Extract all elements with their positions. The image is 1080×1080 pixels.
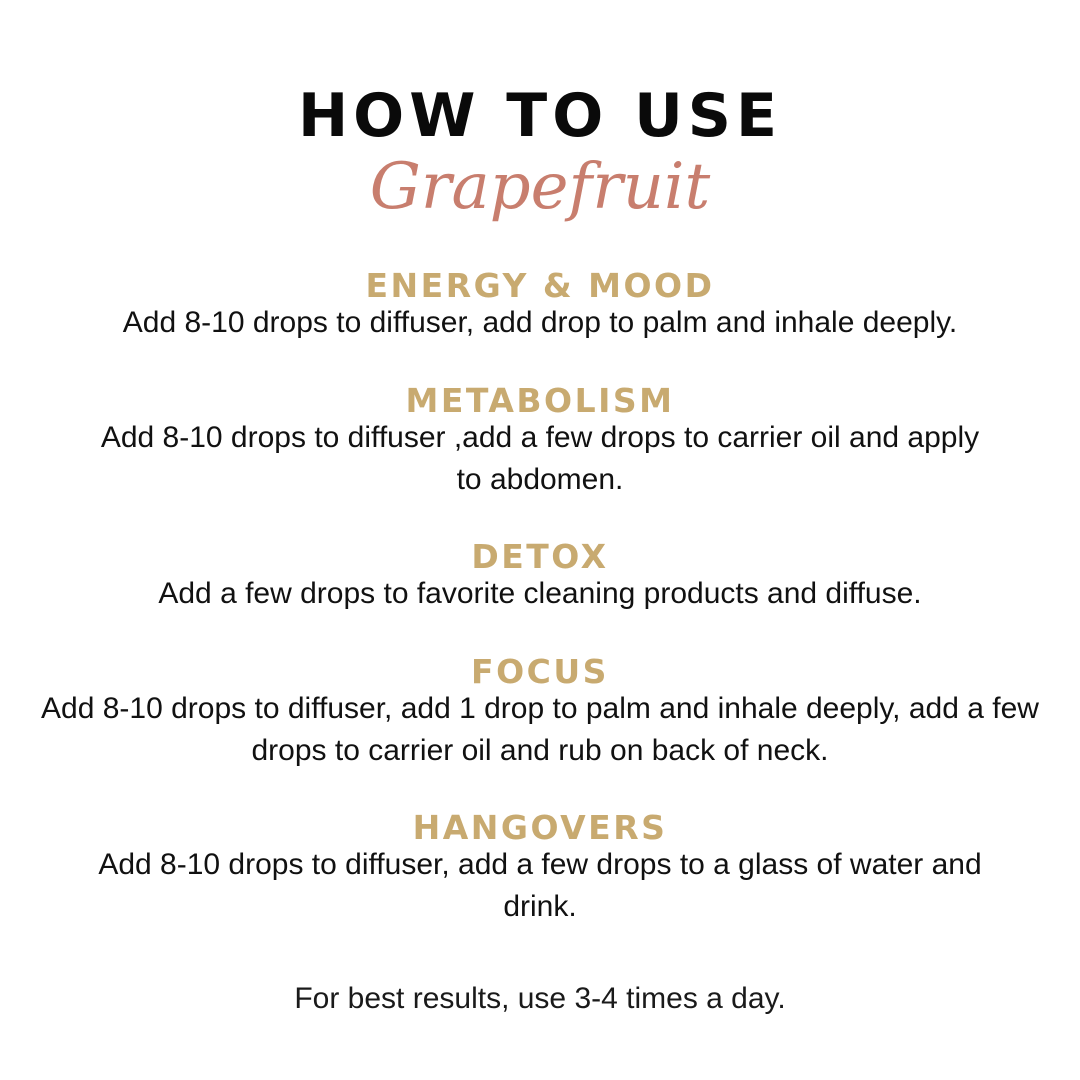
section-heading: HANGOVERS — [412, 808, 668, 847]
section-body: Add 8-10 drops to diffuser, add drop to palm and inhale deeply. — [122, 306, 958, 339]
section-body: Add 8-10 drops to diffuser ,add a few drops to carrier oil and apply to abdomen. — [100, 421, 980, 496]
section-hangovers — [40, 808, 1040, 928]
section-metabolism — [40, 381, 1040, 501]
page-title: HOW TO USE — [297, 81, 783, 151]
section-heading: DETOX — [471, 537, 609, 576]
product-name: Grapefruit — [369, 150, 711, 224]
section-body: Add 8-10 drops to diffuser, add a few drops to a glass of water and drink. — [98, 848, 982, 923]
footer-note: For best results, use 3-4 times a day. — [294, 982, 786, 1015]
section-heading: FOCUS — [471, 652, 609, 691]
section-energy-mood — [40, 266, 1040, 344]
section-focus — [30, 652, 1050, 772]
section-body: Add 8-10 drops to diffuser, add 1 drop to palm and inhale deeply, add a few drops to carrier oil and rub on back of neck. — [41, 692, 1039, 767]
section-heading: METABOLISM — [405, 381, 675, 420]
section-detox — [40, 537, 1040, 615]
section-heading: ENERGY & MOOD — [365, 266, 715, 305]
section-body: Add a few drops to favorite cleaning products and diffuse. — [158, 577, 922, 610]
